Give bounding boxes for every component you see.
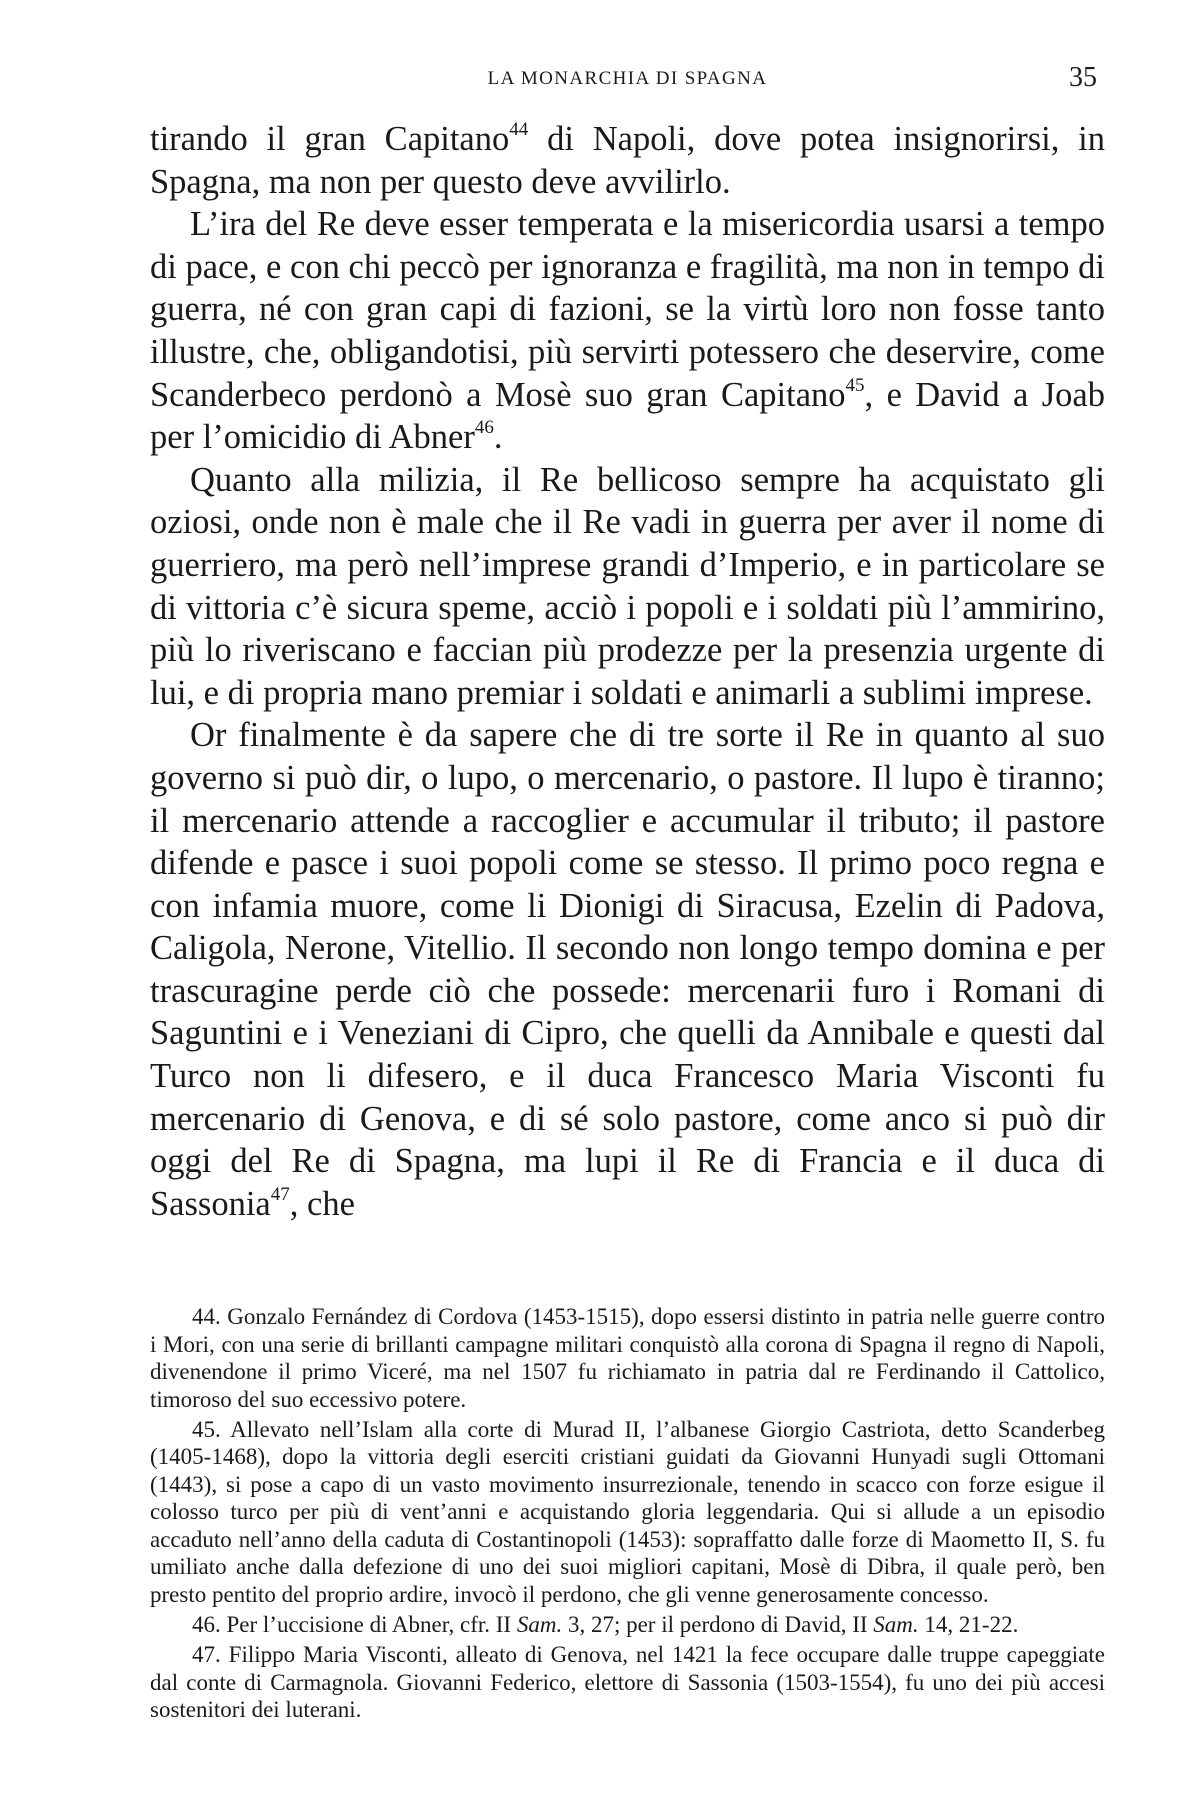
footnote-ref-45[interactable]: 45	[845, 374, 865, 396]
book-page	[150, 60, 1105, 1727]
footnote-47: 47. Filippo Maria Visconti, alleato di Genova, nel 1421 la fece occupare dalle truppe capeggiate dal conte di Carmagnola. Giovanni Federico, elettore di Sassonia (1503-1554), fu uno dei più accesi sostenitori dei luterani.	[150, 1642, 1105, 1723]
footnote-46-sam-2: Sam.	[873, 1611, 919, 1637]
paragraph-4	[150, 714, 1105, 1225]
page-number: 35	[1069, 62, 1097, 93]
footnote-45: 45. Allevato nell’Islam alla corte di Murad II, l’albanese Giorgio Castriota, detto Scanderbeg (1405-1468), dopo la vittoria degli eserciti cristiani guidati da Giovanni Hunyadi sugli Ottomani (1443), si pose a capo di un vasto movimento insurrezionale, tenendo in scacco con forze esigue il colosso turco per più di vent’anni e acquistando gloria leggendaria. Qui si allude a un episodio accaduto nell’anno della caduta di Costantinopoli (1453): sopraffatto dalle forze di Maometto II, S. fu umiliato anche dalla defezione di uno dei suoi migliori capitani, Mosè di Dibra, il quale però, ben presto pentito del proprio ardire, invocò il perdono, che gli venne generosamente concesso.	[150, 1417, 1105, 1607]
footnote-46	[150, 1611, 1105, 1638]
main-text	[150, 118, 1105, 1225]
footnote-46-text-b: 3, 27; per il perdono di David, II	[562, 1611, 874, 1637]
paragraph-1-text-b: di Napoli, dove potea insignorirsi, in Spagna, ma non per questo deve avvilirlo.	[150, 120, 1105, 201]
paragraph-4-text-a: Or finalmente è da sapere che di tre sorte il Re in quanto al suo governo si può dir, o lupo, o mercenario, o pastore. Il lupo è tiranno; il mercenario attende a raccoglier e accumular il tributo; il pastore difende e pasce i suoi popoli come se stesso. Il primo poco regna e con infamia muore, come li Dionigi di Siracusa, Ezelin di Padova, Caligola, Nerone, Vitellio. Il secondo non longo tempo domina e per trascuragine perde ciò che possede: mercenarii furo i Romani di Saguntini e i Veneziani di Cipro, che quelli da Annibale e questi dal Turco non li difesero, e il duca Francesco Maria Visconti fu mercenario di Genova, e di sé solo pastore, come anco si può dir oggi del Re di Spagna, ma lupi il Re di Francia e il duca di Sassonia	[150, 716, 1105, 1223]
paragraph-4-text-b: , che	[289, 1184, 355, 1223]
paragraph-2-text-a: L’ira del Re deve esser temperata e la misericordia usarsi a tempo di pace, e con chi peccò per ignoranza e fragilità, ma non in tempo di guerra, né con gran capi di fazioni, se la virtù loro non fosse tanto illustre, che, obligandotisi, più servirti potessero che deservire, come Scanderbeco perdonò a Mosè suo gran Capitano	[150, 205, 1105, 414]
paragraph-1	[150, 118, 1105, 203]
running-header	[150, 60, 1105, 100]
paragraph-2-text-b: , e David a Joab per l’omicidio di Abner	[150, 375, 1105, 457]
paragraph-2-text-c: .	[493, 418, 503, 457]
footnotes	[150, 1303, 1105, 1723]
footnote-ref-47[interactable]: 47	[270, 1183, 290, 1205]
paragraph-2	[150, 203, 1105, 459]
footnote-46-sam-1: Sam.	[516, 1611, 563, 1637]
footnote-ref-46[interactable]: 46	[474, 417, 494, 439]
footnote-ref-44[interactable]: 44	[509, 119, 529, 140]
running-title: LA MONARCHIA DI SPAGNA	[487, 68, 768, 89]
paragraph-3: Quanto alla milizia, il Re bellicoso sempre ha acquistato gli oziosi, onde non è male che il Re vadi in guerra per aver il nome di guerriero, ma però nell’imprese grandi d’Imperio, e in particolare se di vittoria c’è sicura speme, acciò i popoli e i soldati più l’ammirino, più lo riveriscano e faccian più prodezze per la presenzia urgente di lui, e di propria mano premiar i soldati e animarli a sublimi imprese.	[150, 460, 1105, 712]
footnote-46-text-a: 46. Per l’uccisione di Abner, cfr. II	[192, 1611, 517, 1637]
footnote-46-text-c: 14, 21-22.	[918, 1611, 1019, 1637]
paragraph-1-text-a: tirando il gran Capitano	[150, 120, 510, 158]
footnote-44: 44. Gonzalo Fernández di Cordova (1453-1515), dopo essersi distinto in patria nelle guerre contro i Mori, con una serie di brillanti campagne militari conquistò alla corona di Spagna il regno di Napoli, divenendone il primo Viceré, ma nel 1507 fu richiamato in patria dal re Ferdinando il Cattolico, timoroso del suo eccessivo potere.	[150, 1304, 1105, 1412]
